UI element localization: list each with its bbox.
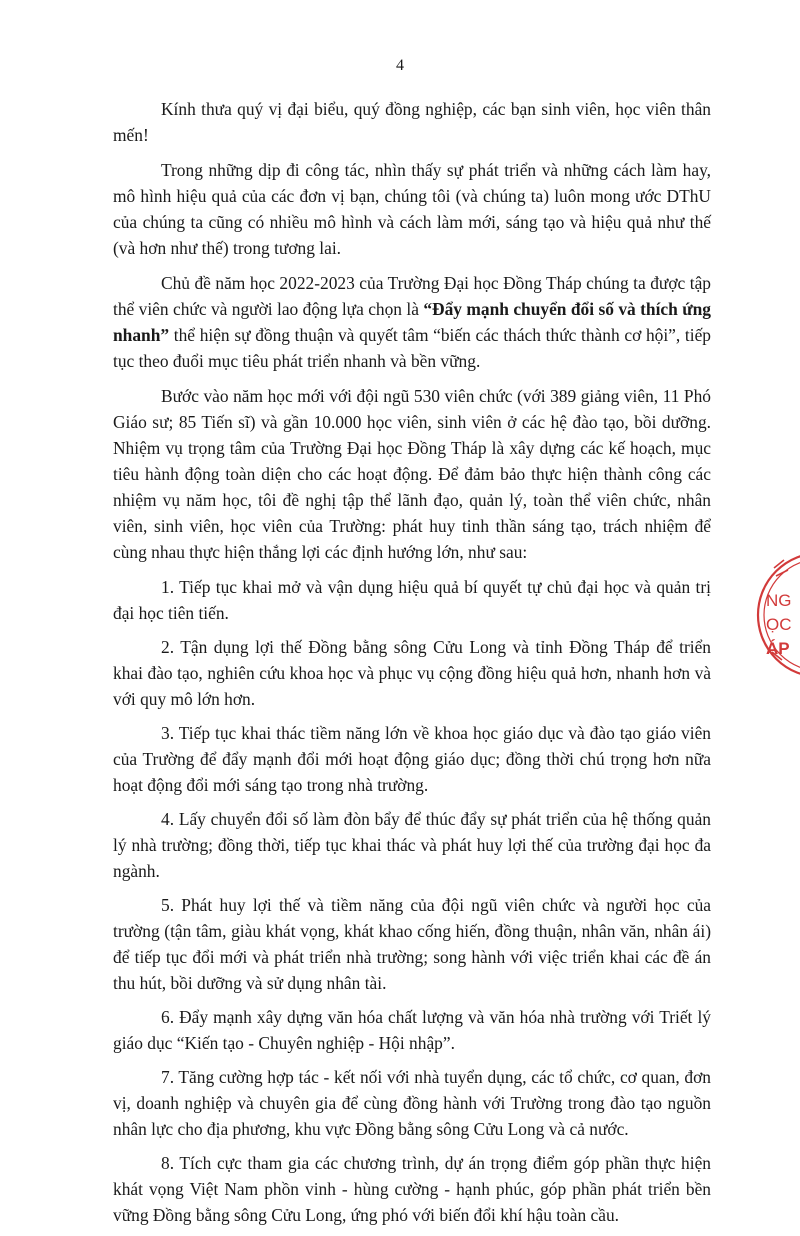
- theme-slogan: “Đẩy mạnh chuyển đổi số và thích ứng nhanh”: [113, 299, 712, 345]
- red-seal-stamp: [752, 540, 800, 690]
- list-item-4: 4. Lấy chuyển đổi số làm đòn bẩy để thúc đẩy sự phát triển của hệ thống quản lý nhà trường; đồng thời, tiếp tục khai thác và phát huy lợi thế của trường đại học đa ngành.: [113, 809, 711, 881]
- page-number: 4: [396, 57, 404, 74]
- list-item-1: 1. Tiếp tục khai mở và vận dụng hiệu quả bí quyết tự chủ đại học và quản trị đại học tiên tiến.: [113, 577, 711, 623]
- list-item-8: 8. Tích cực tham gia các chương trình, dự án trọng điểm góp phần thực hiện khát vọng Việt Nam phồn vinh - hùng cường - hạnh phúc, góp phần phát triển bền vững Đồng bằng sông Cửu Long, ứng phó với biến đổi khí hậu toàn cầu.: [113, 1153, 711, 1225]
- paragraph-greeting: Kính thưa quý vị đại biểu, quý đồng nghiệp, các bạn sinh viên, học viên thân mến!: [113, 99, 711, 145]
- list-item-7: 7. Tăng cường hợp tác - kết nối với nhà tuyển dụng, các tổ chức, cơ quan, đơn vị, doanh nghiệp và chuyên gia để cùng đồng hành với Trường trong đào tạo nguồn nhân lực cho địa phương, khu vực Đồng bằng sông Cửu Long và cả nước.: [113, 1067, 711, 1139]
- list-item-6: 6. Đẩy mạnh xây dựng văn hóa chất lượng và văn hóa nhà trường với Triết lý giáo dục “Kiến tạo - Chuyên nghiệp - Hội nhập”.: [113, 1007, 711, 1053]
- paragraph-intro: Trong những dịp đi công tác, nhìn thấy sự phát triển và những cách làm hay, mô hình hiệu quả của các đơn vị bạn, chúng tôi (và chúng ta) luôn mong ước DThU của chúng ta cũng có nhiều mô hình và cách làm mới, sáng tạo và hiệu quả như thế (và hơn như thế) trong tương lai.: [113, 160, 711, 258]
- paragraph-tasks: Bước vào năm học mới với đội ngũ 530 viên chức (với 389 giảng viên, 11 Phó Giáo sư; 85 Tiến sĩ) và gần 10.000 học viên, sinh viên ở các hệ đào tạo, bồi dưỡng. Nhiệm vụ trọng tâm của Trường Đại học Đồng Tháp là xây dựng các kế hoạch, mục tiêu hành động toàn diện cho các hoạt động. Để đảm bảo thực hiện thành công các nhiệm vụ năm học, tôi đề nghị tập thể lãnh đạo, quản lý, toàn thể viên chức, nhân viên, sinh viên, học viên của Trường: phát huy tinh thần sáng tạo, trách nhiệm để cùng nhau thực hiện thắng lợi các định hướng lớn, như sau:: [113, 386, 711, 562]
- body-text: [113, 96, 711, 1236]
- theme-text-before: Chủ đề năm học 2022-2023 của Trường Đại học Đồng Tháp chúng ta được tập thể viên chức và người lao động lựa chọn là: [113, 273, 711, 319]
- theme-text-after: thể hiện sự đồng thuận và quyết tâm “biến các thách thức thành cơ hội”, tiếp tục theo đuổi mục tiêu phát triển nhanh và bền vững.: [113, 325, 711, 371]
- stamp-text-line-1: NG: [766, 591, 792, 610]
- list-item-5: 5. Phát huy lợi thế và tiềm năng của đội ngũ viên chức và người học của trường (tận tâm, giàu khát vọng, khát khao cống hiến, đồng thuận, nhân văn, nhân ái) để tiếp tục đổi mới và phát triển nhà trường; song hành với việc triển khai các đề án thu hút, bồi dưỡng và sử dụng nhân tài.: [113, 895, 711, 993]
- stamp-text-line-3: ÁP: [766, 639, 790, 658]
- list-item-3: 3. Tiếp tục khai thác tiềm năng lớn về khoa học giáo dục và đào tạo giáo viên của Trường để đẩy mạnh đổi mới hoạt động giáo dục; đồng thời chú trọng hơn nữa hoạt động đổi mới sáng tạo trong nhà trường.: [113, 723, 711, 795]
- paragraph-theme: [113, 270, 711, 374]
- list-item-2: 2. Tận dụng lợi thế Đồng bằng sông Cửu Long và tỉnh Đồng Tháp để triển khai đào tạo, nghiên cứu khoa học và phục vụ cộng đồng hiệu quả hơn, nhanh hơn và với quy mô lớn hơn.: [113, 637, 711, 709]
- stamp-text-line-2: ỌC: [766, 615, 792, 634]
